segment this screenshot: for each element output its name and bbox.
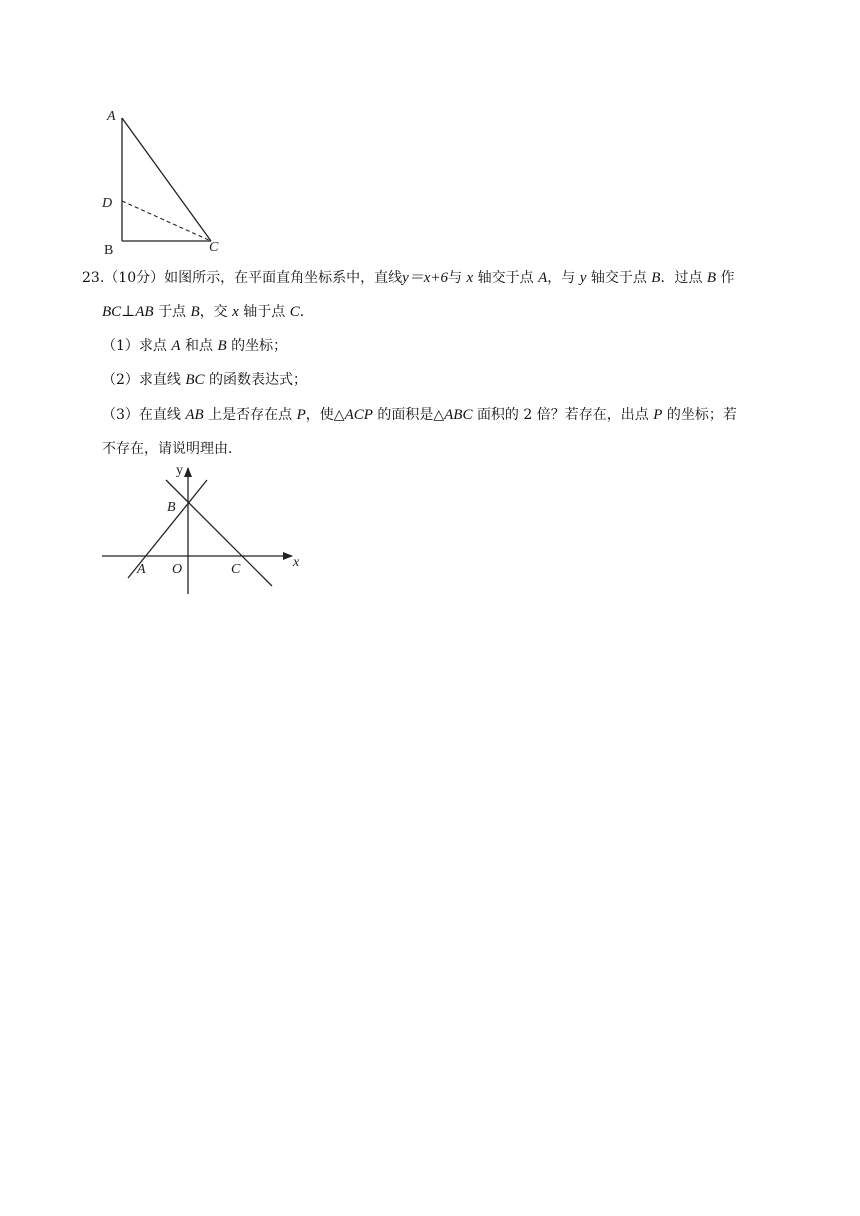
question-number: 23 bbox=[82, 270, 100, 286]
label-a: A bbox=[137, 562, 146, 577]
label-d: D bbox=[102, 196, 113, 211]
triangle-svg bbox=[96, 100, 236, 260]
segment-dc bbox=[122, 201, 211, 241]
side-ac bbox=[122, 118, 211, 241]
label-y: y bbox=[176, 463, 183, 478]
label-b: B bbox=[104, 243, 114, 258]
label-c: C bbox=[209, 240, 219, 255]
question-line-1: 23.（10分）如图所示，在平面直角坐标系中，直线y＝x+6与 x 轴交于点 A，与 y 轴交于点 B．过点 B 作 bbox=[82, 270, 735, 286]
question-part-2: （2）求直线 BC 的函数表达式； bbox=[102, 372, 307, 388]
coordinate-svg bbox=[96, 460, 316, 600]
question-part-3-cont: 不存在，请说明理由． bbox=[102, 441, 242, 457]
coordinate-figure bbox=[96, 460, 316, 600]
question-line-2: BC⊥AB 于点 B，交 x 轴于点 C． bbox=[102, 304, 314, 320]
label-c: C bbox=[231, 562, 241, 577]
label-x: x bbox=[293, 555, 300, 570]
label-b: B bbox=[167, 500, 176, 515]
label-a: A bbox=[107, 109, 116, 124]
triangle-figure bbox=[96, 100, 236, 260]
label-o: O bbox=[172, 562, 183, 577]
question-part-3: （3）在直线 AB 上是否存在点 P，使△ACP 的面积是△ABC 面积的 2 倍？若存在，出点 P 的坐标；若 bbox=[102, 407, 737, 423]
question-part-1: （1）求点 A 和点 B 的坐标； bbox=[102, 338, 288, 354]
question-score: （10分） bbox=[104, 270, 165, 286]
line-equation: y＝x+6 bbox=[402, 270, 449, 286]
